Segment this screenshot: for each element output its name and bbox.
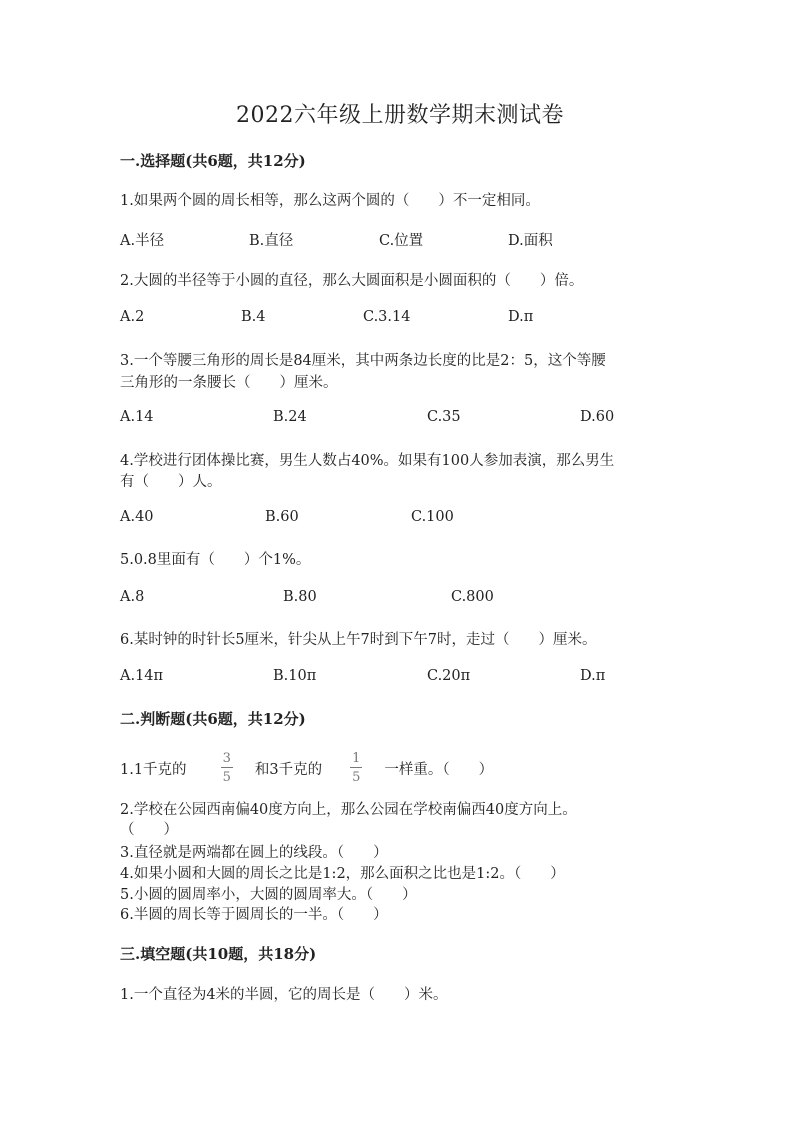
fraction <box>350 752 362 784</box>
option-a: A.半径 <box>120 233 165 249</box>
question-text-line2: 有（ ）人。 <box>120 474 222 490</box>
fraction-denominator: 5 <box>352 770 361 785</box>
fraction-numerator: 3 <box>222 751 231 766</box>
option-d: D.面积 <box>508 233 553 249</box>
fraction <box>221 752 233 784</box>
option-c: C.3.14 <box>363 309 411 325</box>
section-heading-fill-blank: 三.填空题(共10题，共18分) <box>120 945 317 963</box>
judgement-question-1 <box>120 752 493 784</box>
question-text: 2.大圆的半径等于小圆的直径，那么大圆面积是小圆面积的（ ）倍。 <box>120 273 584 289</box>
section-heading-choice: 一.选择题(共6题，共12分) <box>120 152 306 170</box>
question-text-part: 1.1千克的 <box>120 761 187 778</box>
question-text: 6.某时钟的时针长5厘米，针尖从上午7时到下午7时，走过（ ）厘米。 <box>120 632 597 648</box>
question-text: 3.直径就是两端都在圆上的线段。（ ） <box>120 845 388 861</box>
question-text-part: 和3千克的 <box>254 761 323 778</box>
question-text-line1: 3.一个等腰三角形的周长是84厘米，其中两条边长度的比是2：5，这个等腰 <box>120 353 606 369</box>
fraction-numerator: 1 <box>352 751 361 766</box>
option-d: D.π <box>508 309 534 325</box>
option-a: A.2 <box>120 309 145 325</box>
question-text: 1.如果两个圆的周长相等，那么这两个圆的（ ）不一定相同。 <box>120 193 540 209</box>
option-d: D.60 <box>580 409 615 425</box>
option-c: C.20π <box>427 668 471 684</box>
question-text-part: 一样重。（ ） <box>384 761 494 778</box>
page-title: 2022六年级上册数学期末测试卷 <box>236 103 564 128</box>
option-b: B.直径 <box>249 233 294 249</box>
question-text-line1: 4.学校进行团体操比赛，男生人数占40%。如果有100人参加表演，那么男生 <box>120 453 615 469</box>
option-b: B.80 <box>283 589 317 605</box>
section-heading-judgement: 二.判断题(共6题，共12分) <box>120 710 306 728</box>
option-a: A.8 <box>120 589 145 605</box>
question-text: 5.0.8里面有（ ）个1%。 <box>120 552 311 568</box>
question-text-line2: （ ） <box>120 822 178 838</box>
question-text-line1: 2.学校在公园西南偏40度方向上，那么公园在学校南偏西40度方向上。 <box>120 802 577 818</box>
option-a: A.14 <box>120 409 154 425</box>
option-c: C.800 <box>451 589 494 605</box>
question-text: 4.如果小圆和大圆的周长之比是1:2，那么面积之比也是1:2。（ ） <box>120 866 565 882</box>
option-d: D.π <box>580 668 606 684</box>
fraction-denominator: 5 <box>222 770 231 785</box>
option-b: B.60 <box>265 509 299 525</box>
question-text-line2: 三角形的一条腰长（ ）厘米。 <box>120 375 338 391</box>
option-a: A.14π <box>120 668 164 684</box>
question-text: 1.一个直径为4米的半圆，它的周长是（ ）米。 <box>120 987 448 1003</box>
question-text: 5.小圆的圆周率小，大圆的圆周率大。（ ） <box>120 887 417 903</box>
option-c: C.35 <box>427 409 461 425</box>
question-text: 6.半圆的周长等于圆周长的一半。（ ） <box>120 907 388 923</box>
option-a: A.40 <box>120 509 154 525</box>
option-b: B.24 <box>273 409 307 425</box>
option-b: B.4 <box>241 309 266 325</box>
option-c: C.100 <box>411 509 454 525</box>
option-b: B.10π <box>273 668 317 684</box>
option-c: C.位置 <box>379 233 424 249</box>
